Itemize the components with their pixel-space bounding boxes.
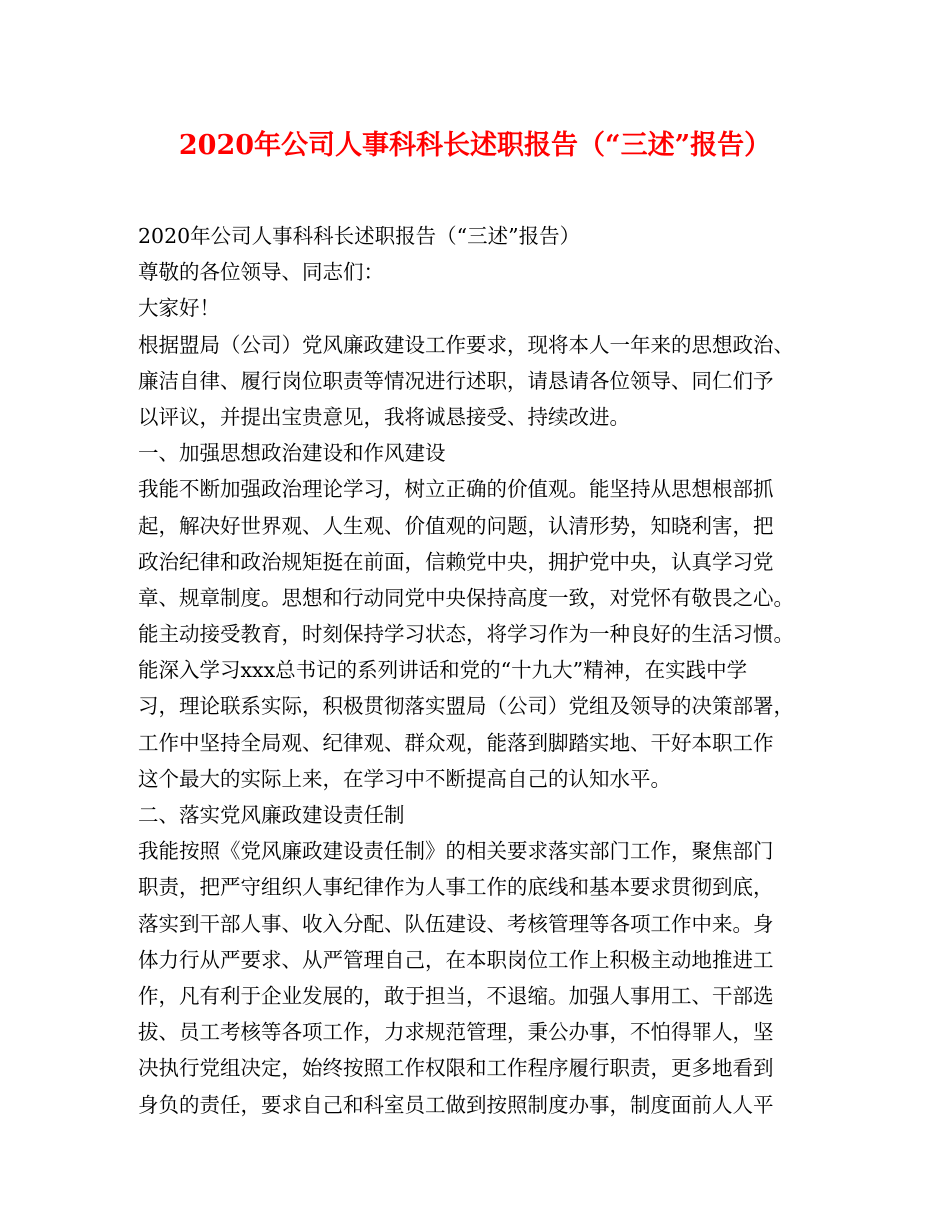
text-line: 一、加强思想政治建设和作风建设 <box>138 441 446 466</box>
text-line: 二、落实党风廉政建设责任制 <box>138 803 405 827</box>
text-line: 章、规章制度。思想和行动同党中央保持高度一致，对党怀有敬畏之心。 <box>138 585 794 610</box>
text-line: 职责，把严守组织人事纪律作为人事工作的底线和基本要求贯彻到底， <box>138 875 774 900</box>
text-line: 落实到干部人事、收入分配、队伍建设、考核管理等各项工作中来。身 <box>138 911 774 936</box>
text-line: 政治纪律和政治规矩挺在前面，信赖党中央，拥护党中央，认真学习党 <box>138 549 774 574</box>
text-line: 体力行从严要求、从严管理自己，在本职岗位工作上积极主动地推进工 <box>138 947 774 972</box>
text-line: 习，理论联系实际，积极贯彻落实盟局（公司）党组及领导的决策部署， <box>138 694 794 719</box>
text-line: 身负的责任，要求自己和科室员工做到按照制度办事，制度面前人人平 <box>138 1092 774 1117</box>
text-line: 廉洁自律、履行岗位职责等情况进行述职，请恳请各位领导、同仁们予 <box>138 368 774 393</box>
text-line: 工作中坚持全局观、纪律观、群众观，能落到脚踏实地、干好本职工作 <box>138 730 774 755</box>
text-line: 以评议，并提出宝贵意见，我将诚恳接受、持续改进。 <box>138 404 630 429</box>
text-line: 决执行党组决定，始终按照工作权限和工作程序履行职责，更多地看到 <box>138 1056 774 1081</box>
text-line: 我能按照《党风廉政建设责任制》的相关要求落实部门工作，聚焦部门 <box>138 839 774 864</box>
text-line: 我能不断加强政治理论学习，树立正确的价值观。能坚持从思想根部抓 <box>138 477 774 502</box>
document-body <box>138 218 838 1123</box>
text-line: 大家好！ <box>138 296 220 321</box>
text-line: 这个最大的实际上来，在学习中不断提高自己的认知水平。 <box>138 766 671 791</box>
text-line: 拔、员工考核等各项工作，力求规范管理，秉公办事，不怕得罪人，坚 <box>138 1020 774 1045</box>
text-line: 根据盟局（公司）党风廉政建设工作要求，现将本人一年来的思想政治、 <box>138 332 794 357</box>
text-line: 能主动接受教育，时刻保持学习状态，将学习作为一种良好的生活习惯。 <box>138 622 794 647</box>
text-line: 作，凡有利于企业发展的，敢于担当，不退缩。加强人事用工、干部选 <box>138 983 774 1008</box>
text-line: 尊敬的各位领导、同志们： <box>138 260 384 285</box>
text-line: 2020年公司人事科科长述职报告（“三述”报告） <box>138 224 581 248</box>
document-title: 2020年公司人事科科长述职报告（“三述”报告） <box>178 130 772 161</box>
text-line: 起，解决好世界观、人生观、价值观的问题，认清形势，知晓利害，把 <box>138 513 774 538</box>
text-line: 能深入学习xxx总书记的系列讲话和党的“十九大”精神，在实践中学 <box>138 658 748 683</box>
